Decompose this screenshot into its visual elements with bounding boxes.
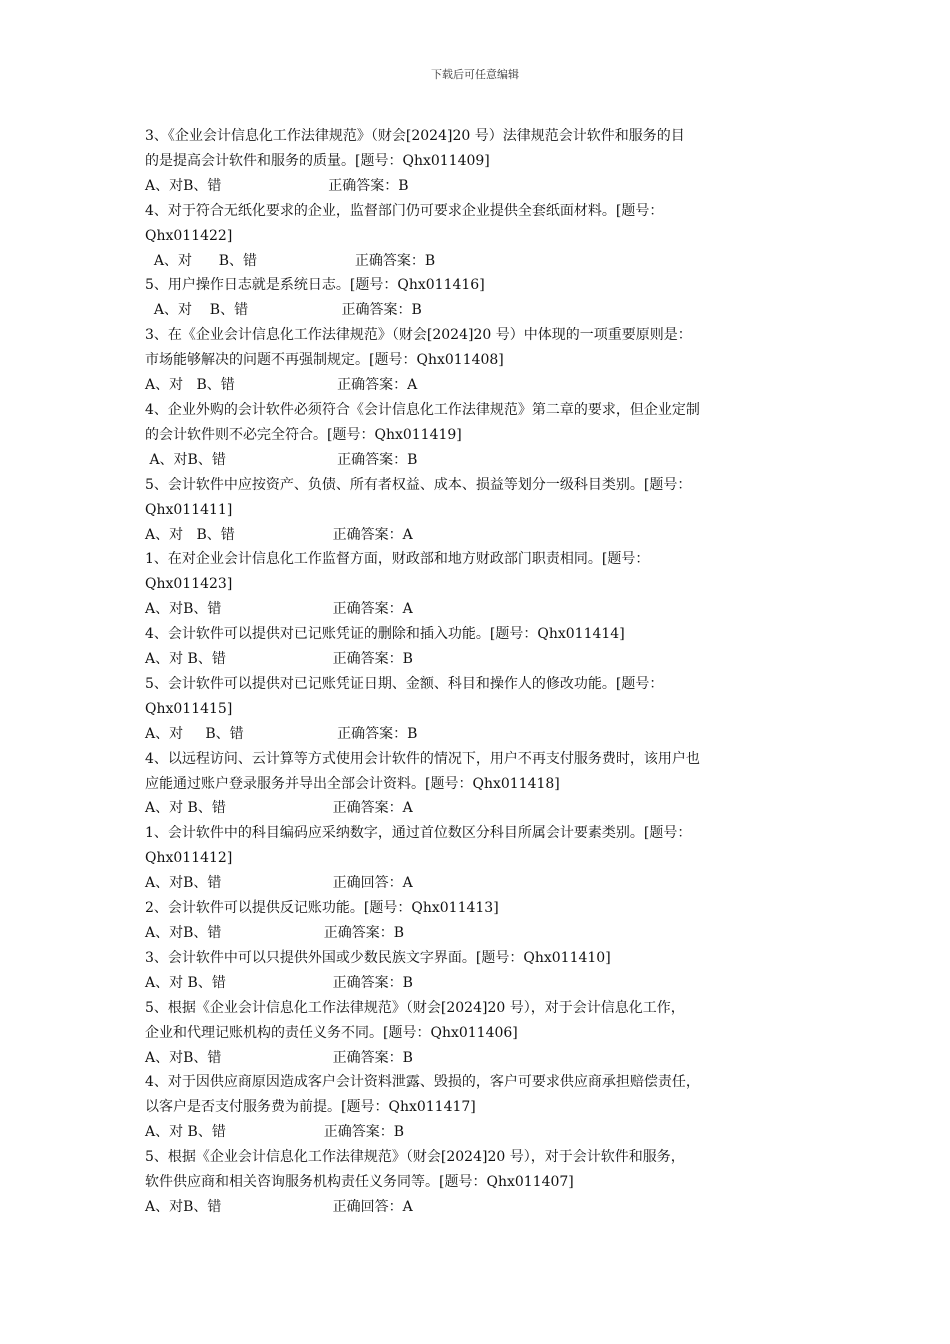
question-text: 1、在对企业会计信息化工作监督方面，财政部和地方财政部门职责相同。[题号： Qhx011423] [145,551,650,593]
question-text: 4、以远程访问、云计算等方式使用会计软件的情况下，用户不再支付服务费时，该用户也 应能通过账户登录服务并导出全部会计资料。[题号：Qhx011418] [145,750,700,792]
question-text: 4、对于因供应商原因造成客户会计资料泄露、毁损的，客户可要求供应商承担赔偿责任， 以客户是否支付服务费为前提。[题号：Qhx011417] [145,1074,700,1116]
answer-line: A、对 B、错 正确答案：A [145,377,418,394]
question-item [145,273,825,323]
question-item [145,398,825,473]
question-item [145,1145,825,1220]
question-item [145,622,825,672]
question-item [145,672,825,747]
answer-line: A、对 B、错 正确答案：B [145,252,436,269]
question-text: 5、会计软件中应按资产、负债、所有者权益、成本、损益等划分一级科目类别。[题号： Qhx011411] [145,476,692,518]
answer-line: A、对B、错 正确答案：B [145,177,409,194]
question-item [145,896,825,946]
question-item [145,547,825,622]
answer-line: A、对B、错 正确答案：A [145,601,413,618]
question-text: 1、会计软件中的科目编码应采纳数字，通过首位数区分科目所属会计要素类别。[题号： Qhx011412] [145,825,692,867]
answer-line: A、对B、错 正确答案：B [145,1049,413,1066]
question-text: 4、会计软件可以提供对已记账凭证的删除和插入功能。[题号：Qhx011414] [145,626,625,643]
question-text: 3、《企业会计信息化工作法律规范》（财会[2024]20 号）法律规范会计软件和服务的目 的是提高会计软件和服务的质量。[题号：Qhx011409] [145,128,685,169]
answer-line: A、对B、错 正确答案：B [145,925,405,941]
question-text: 5、会计软件可以提供对已记账凭证日期、金额、科目和操作人的修改功能。[题号： Qhx011415] [145,675,664,717]
answer-line: A、对B、错 正确回答：A [145,875,413,892]
question-text: 3、会计软件中可以只提供外国或少数民族文字界面。[题号：Qhx011410] [145,949,611,966]
answer-line: A、对 B、错 正确答案：B [145,974,413,991]
question-text: 3、在《企业会计信息化工作法律规范》（财会[2024]20 号）中体现的一项重要原则是： 市场能够解决的问题不再强制规定。[题号：Qhx011408] [145,327,692,369]
answer-line: A、对 B、错 正确答案：B [145,1124,405,1141]
answer-line: A、对 B、错 正确答案：A [145,526,413,543]
question-item [145,1070,825,1145]
question-item [145,124,825,199]
answer-line: A、对 B、错 正确答案：B [145,651,413,668]
question-item [145,946,825,996]
question-text: 5、根据《企业会计信息化工作法律规范》（财会[2024]20 号），对于会计信息化工作， 企业和代理记账机构的责任义务不同。[题号：Qhx011406] [145,999,685,1041]
question-item [145,747,825,822]
question-item [145,996,825,1071]
question-text: 4、企业外购的会计软件必须符合《会计信息化工作法律规范》第二章的要求，但企业定制 的会计软件则不必完全符合。[题号：Qhx011419] [145,401,700,443]
answer-line: A、对 B、错 正确答案：B [145,725,418,742]
question-item [145,199,825,274]
answer-line: A、对B、错 正确回答：A [145,1198,413,1215]
question-text: 4、对于符合无纸化要求的企业，监督部门仍可要求企业提供全套纸面材料。[题号： Qhx011422] [145,202,664,244]
question-text: 5、根据《企业会计信息化工作法律规范》（财会[2024]20 号），对于会计软件和服务， 软件供应商和相关咨询服务机构责任义务同等。[题号：Qhx011407] [145,1149,685,1191]
answer-line: A、对B、错 正确答案：B [145,451,418,468]
question-list [145,124,825,1220]
question-text: 5、用户操作日志就是系统日志。[题号：Qhx011416] [145,277,485,294]
question-item [145,473,825,548]
question-item [145,821,825,896]
question-item [145,323,825,398]
page-header: 下载后可任意编辑 [431,68,519,81]
question-text: 2、会计软件可以提供反记账功能。[题号：Qhx011413] [145,900,499,917]
answer-line: A、对 B、错 正确答案：A [145,800,413,817]
answer-line: A、对 B、错 正确答案：B [145,302,422,319]
